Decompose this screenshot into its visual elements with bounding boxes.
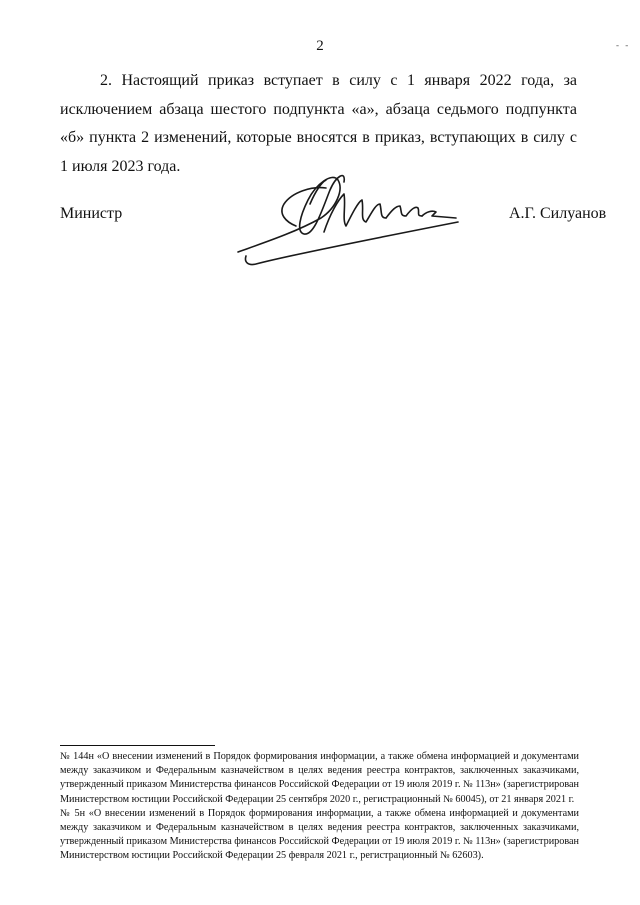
page-number: 2 (316, 38, 324, 54)
footnote-item: № 144н «О внесении изменений в Порядок формирования информации, а также обмена информацией и документами между заказчиком и Федеральным казначейством в целях ведения реестра контрактов, заключенных заказчиками, утвержденный приказом Министерства финансов Российской Федерации от 19 июля 2019 г. № 113н» (зарегистрирован Министерством юстиции Российской Федерации 25 сентября 2020 г., регистрационный № 60045), от 21 января 2021 г. (60, 751, 579, 805)
footnote-divider (60, 745, 215, 746)
scan-mark: - - (616, 40, 631, 50)
signer-name: А.Г. Силуанов (509, 205, 607, 222)
signer-position: Министр (60, 205, 123, 222)
footnote-item: № 5н «О внесении изменений в Порядок формирования информации, а также обмена информацией и документами между заказчиком и Федеральным казначейством в целях ведения реестра контрактов, заключенных заказчиками, утвержденный приказом Министерства финансов Российской Федерации от 19 июля 2019 г. № 113н» (зарегистрирован Министерством юстиции Российской Федерации 25 февраля 2021 г., регистрационный № 62603). (60, 807, 579, 862)
handwritten-signature (226, 160, 476, 270)
footnotes (60, 750, 579, 864)
order-paragraph: 2. Настоящий приказ вступает в силу с 1 января 2022 года, за исключением абзаца шестого подпункта «а», абзаца седьмого подпункта «б» пункта 2 изменений, которые вносятся в приказ, вступающих в силу с 1 июля 2023 года. (60, 72, 577, 175)
